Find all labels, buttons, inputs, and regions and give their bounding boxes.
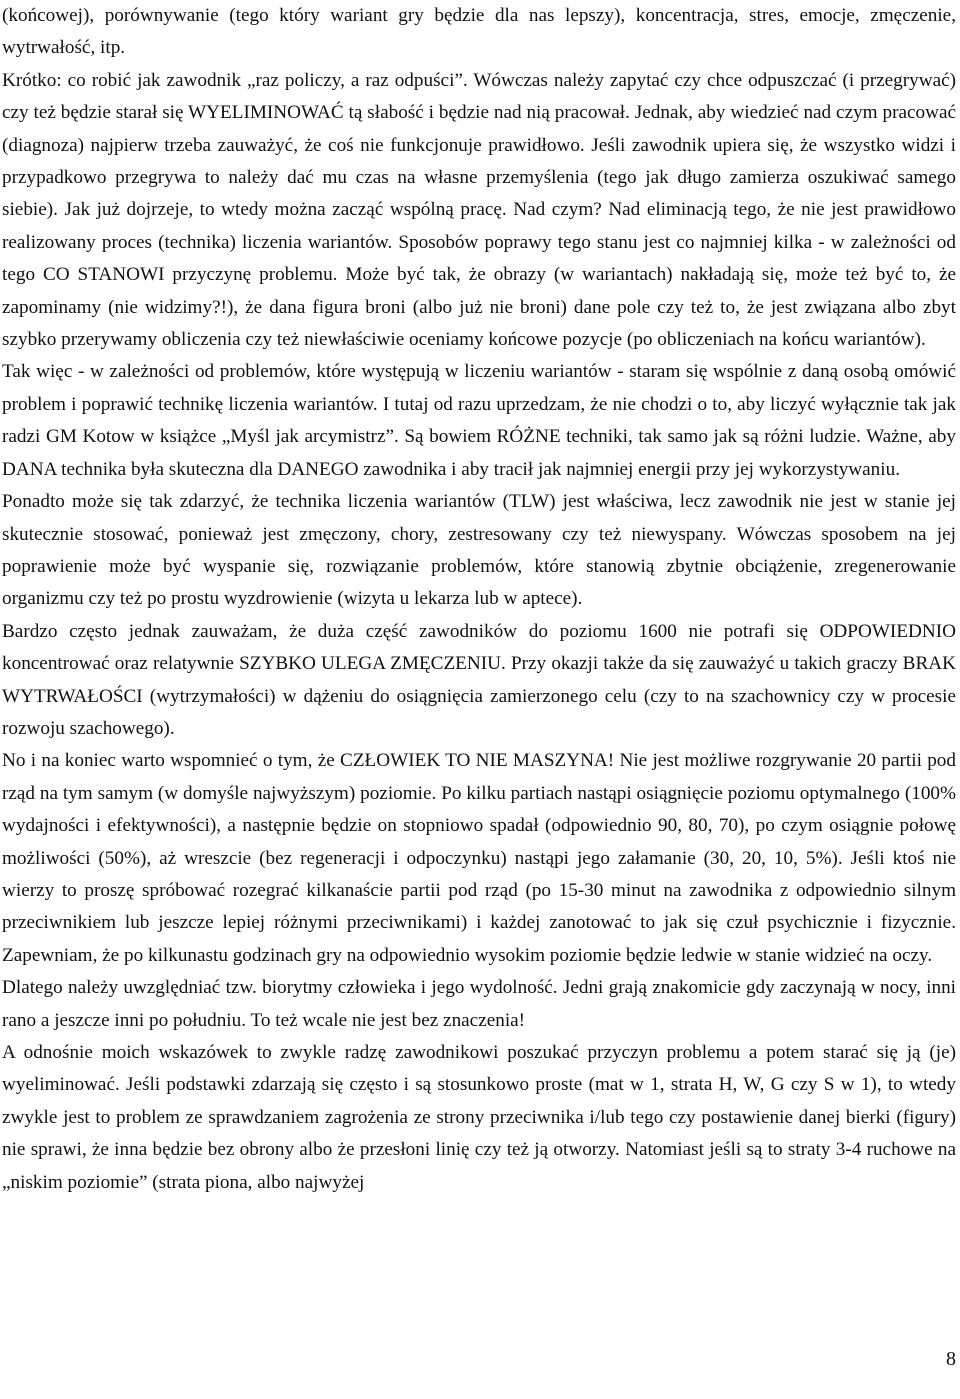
paragraph-6: No i na koniec warto wspomnieć o tym, że CZŁOWIEK TO NIE MASZYNA! Nie jest możliwe rozgrywanie 20 partii pod rząd na tym samym (w domyśle najwyższym) poziomie. Po kilku partiach nastąpi osiągnięcie poziomu optymalnego (100% wydajności i efektywności), a następnie będzie on stopniowo spadał (odpowiednio 90, 80, 70), po czym osiągnie połowę możliwości (50%), aż wreszcie (bez regeneracji i odpoczynku) nastąpi jego załamanie (30, 20, 10, 5%). Jeśli ktoś nie wierzy to proszę spróbować rozegrać kilkanaście partii pod rząd (po 15-30 minut na zawodnika z odpowiednio silnym przeciwnikiem lub jeszcze lepiej różnymi przeciwnikami) i każdej zanotować to jak się czuł psychicznie i fizycznie. Zapewniam, że po kilkunastu godzinach gry na odpowiednio wysokim poziomie będzie ledwie w stanie widzieć na oczy. — [2, 750, 956, 966]
paragraph-1: (końcowej), porównywanie (tego który wariant gry będzie dla nas lepszy), koncentracja, stres, emocje, zmęczenie, wytrwałość, itp. — [2, 5, 956, 59]
paragraph-7: Dlatego należy uwzględniać tzw. biorytmy człowieka i jego wydolność. Jedni grają znakomicie gdy zaczynają w nocy, inni rano a jeszcze inni po południu. To też wcale nie jest bez znaczenia! — [2, 977, 956, 1031]
document-body — [2, 0, 956, 1199]
paragraph-2: Krótko: co robić jak zawodnik „raz policzy, a raz odpuści”. Wówczas należy zapytać czy chce odpuszczać (i przegrywać) czy też będzie starał się WYELIMINOWAĆ tą słabość i będzie nad nią pracował. Jednak, aby wiedzieć nad czym pracować (diagnoza) najpierw trzeba zauważyć, że coś nie funkcjonuje prawidłowo. Jeśli zawodnik upiera się, że wszystko widzi i przypadkowo przegrywa to należy dać mu czas na własne przemyślenia (tego jak długo zamierza oszukiwać samego siebie). Jak już dojrzeje, to wtedy można zacząć wspólną pracę. Nad czym? Nad eliminacją tego, że nie jest prawidłowo realizowany proces (technika) liczenia wariantów. Sposobów poprawy tego stanu jest co najmniej kilka - w zależności od tego CO STANOWI przyczynę problemu. Może być tak, że obrazy (w wariantach) nakładają się, może też być to, że zapominamy (nie widzimy?!), że dana figura broni (albo już nie broni) dane pole czy też to, że jest związana albo zbyt szybko przerywamy obliczenia czy też niewłaściwie oceniamy końcowe pozycje (po obliczeniach na końcu wariantów). — [2, 69, 956, 351]
paragraph-4: Ponadto może się tak zdarzyć, że technika liczenia wariantów (TLW) jest właściwa, lecz zawodnik nie jest w stanie jej skutecznie stosować, ponieważ jest zmęczony, chory, zestresowany czy też niewyspany. Wówczas sposobem na jej poprawienie może być wyspanie się, rozwiązanie problemów, które stanowią zbytnie obciążenie, zregenerowanie organizmu czy też po prostu wyzdrowienie (wizyta u lekarza lub w aptece). — [2, 491, 956, 610]
paragraph-5: Bardzo często jednak zauważam, że duża część zawodników do poziomu 1600 nie potrafi się ODPOWIEDNIO koncentrować oraz relatywnie SZYBKO ULEGA ZMĘCZENIU. Przy okazji także da się zauważyć u takich graczy BRAK WYTRWAŁOŚCI (wytrzymałości) w dążeniu do osiągnięcia zamierzonego celu (czy to na szachownicy czy w procesie rozwoju szachowego). — [2, 620, 956, 739]
paragraph-8: A odnośnie moich wskazówek to zwykle radzę zawodnikowi poszukać przyczyn problemu a potem starać się ją (je) wyeliminować. Jeśli podstawki zdarzają się często i są stosunkowo proste (mat w 1, strata H, W, G czy S w 1), to wtedy zwykle jest to problem ze sprawdzaniem zagrożenia ze strony przeciwnika i/lub tego czy postawienie danej bierki (figury) nie sprawi, że inna będzie bez obrony albo że przesłoni linię czy też ją otworzy. Natomiast jeśli są to straty 3-4 ruchowe na „niskim poziomie” (strata piona, albo najwyżej — [2, 1042, 956, 1193]
paragraph-3: Tak więc - w zależności od problemów, które występują w liczeniu wariantów - staram się wspólnie z daną osobą omówić problem i poprawić technikę liczenia wariantów. I tutaj od razu uprzedzam, że nie chodzi o to, aby liczyć wyłącznie tak jak radzi GM Kotow w książce „Myśl jak arcymistrz”. Są bowiem RÓŻNE techniki, tak samo jak są różni ludzie. Ważne, aby DANA technika była skuteczna dla DANEGO zawodnika i aby tracił jak najmniej energii przy jej wykorzystywaniu. — [2, 361, 956, 480]
page-number: 8 — [946, 1348, 956, 1370]
